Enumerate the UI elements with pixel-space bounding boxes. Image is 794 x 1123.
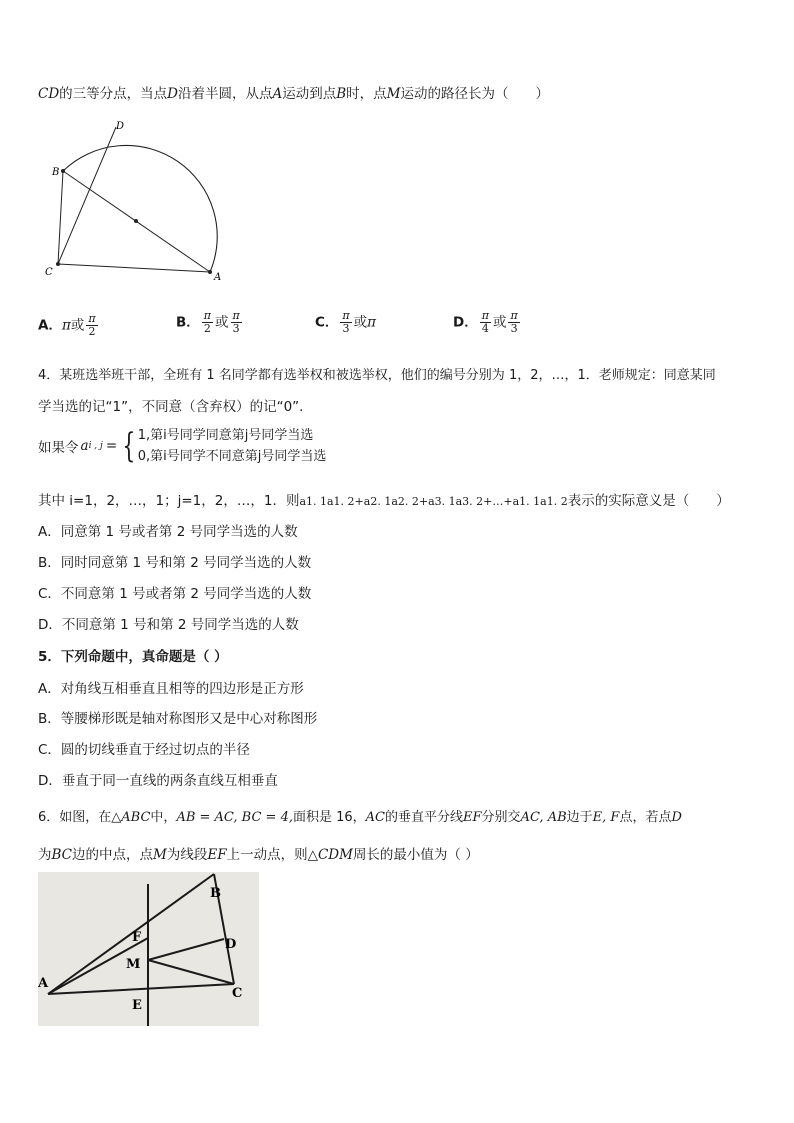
q4-option-b: B．同时同意第 1 号和第 2 号同学当选的人数 [38, 555, 312, 571]
q6-text: 分别交 [481, 810, 521, 825]
q5-option-a: A．对角线互相垂直且相等的四边形是正方形 [38, 681, 304, 697]
q6-text: 6．如图，在 [38, 810, 112, 825]
q3-option-d [453, 310, 522, 335]
fraction [480, 310, 491, 335]
q3-label-a: A [214, 272, 222, 283]
q3-option-a [38, 313, 100, 338]
q3-segment-cb [58, 171, 63, 264]
q6-point-d: D [671, 810, 682, 825]
q6-stem-line2 [38, 843, 479, 863]
fraction [231, 310, 242, 335]
q3-label-b: B [52, 167, 60, 178]
numerator: π [203, 309, 212, 322]
q3-label-c: C [45, 267, 53, 278]
or-text: 或 [492, 314, 507, 331]
q3-segment-ca [58, 264, 210, 272]
q5-stem: 5．下列命题中，真命题是（ ） [38, 649, 228, 665]
q6-label-a: A [38, 976, 49, 991]
left-brace-icon: { [122, 426, 136, 466]
q5-option-c: C．圆的切线垂直于经过切点的半径 [38, 742, 250, 758]
q6-triangle-photo [38, 872, 259, 1026]
fraction [202, 310, 213, 335]
q6-point-m: M [153, 847, 167, 863]
q4-stem-line1: 4．某班选举班干部，全班有 1 名同学都有选举权和被选举权，他们的编号分别为 1，2，…，1．老师规定：同意某同 [38, 368, 716, 383]
numerator: π [88, 312, 96, 325]
q3-semicircle-figure [40, 115, 240, 285]
q6-label-f: F [132, 930, 142, 945]
numerator: π [481, 309, 489, 322]
q6-triangle-cdm: △CDM [307, 847, 353, 863]
q4-if-label: 如果令 [38, 440, 79, 456]
q4-equals: = [105, 438, 118, 454]
q4-cases [138, 425, 327, 467]
fraction [508, 310, 519, 335]
q5-option-d: D．垂直于同一直线的两条直线互相垂直 [38, 773, 278, 789]
q3-point-a: A [272, 86, 283, 102]
q3-dot-b [61, 169, 65, 173]
q6-triangle-figure [38, 872, 259, 1026]
numerator: π [342, 309, 350, 322]
option-letter: D． [453, 314, 478, 331]
q3-point-d: D [167, 86, 178, 102]
q6-segment-ef: EF [207, 847, 227, 863]
q6-stem-line1 [38, 806, 682, 825]
numerator: π [232, 309, 240, 322]
q4-tail-text: 表示的实际意义是（ ） [567, 493, 730, 509]
q6-text: 面积是 16， [292, 810, 366, 825]
q4-question-line [38, 489, 730, 509]
q3-segment-cd [58, 127, 116, 264]
q6-label-c: C [232, 986, 243, 1001]
option-letter: C． [315, 314, 339, 331]
q6-label-d: D [225, 937, 237, 952]
q3-segment-cd: CD [38, 86, 60, 102]
q6-label-b: B [210, 886, 221, 901]
q6-text: 的垂直平分线 [385, 810, 464, 825]
q6-sides: AC, AB [520, 810, 567, 825]
denominator: 2 [88, 325, 96, 338]
or-text: 或 [70, 317, 85, 334]
q6-text: 点，若点 [619, 810, 672, 825]
numerator: π [510, 309, 518, 322]
q4-variable-subscript: i , j [88, 441, 103, 451]
q6-segment-bc: BC [51, 847, 73, 863]
q4-option-c: C．不同意第 1 号或者第 2 号同学当选的人数 [38, 586, 312, 602]
q5-option-b: B．等腰梯形既是轴对称图形又是中心对称图形 [38, 711, 318, 727]
q3-stem-text: 运动到点 [282, 86, 337, 102]
denominator: 2 [203, 322, 211, 335]
option-letter: A． [38, 317, 62, 334]
q3-arc [63, 145, 217, 272]
q6-label-e: E [132, 998, 142, 1013]
q4-option-a: A．同意第 1 号或者第 2 号同学当选的人数 [38, 524, 298, 540]
q3-stem [38, 82, 549, 102]
q6-condition: AB = AC, BC = 4, [176, 810, 293, 825]
q4-case-2: 0,第i号同学不同意第j号同学当选 [137, 449, 327, 464]
q6-text: 为 [38, 847, 52, 863]
option-letter: B． [176, 314, 200, 331]
q3-label-d: D [116, 121, 125, 132]
q6-segment-ac: AC [365, 810, 386, 825]
q3-point-m: M [386, 86, 401, 102]
q4-option-d: D．不同意第 1 号和第 2 号同学当选的人数 [38, 617, 299, 633]
or-text: 或 [215, 314, 229, 331]
q4-variable: a [80, 438, 89, 454]
q3-stem-text: 沿着半圆，从点 [177, 86, 273, 102]
q3-stem-text: 的三等分点，当点 [59, 86, 168, 102]
q4-range-text: 其中 i=1，2，…，1；j=1，2，…，1．则 [38, 493, 300, 509]
q6-line-ef: EF [463, 810, 482, 825]
q3-stem-text: 时，点 [346, 86, 387, 102]
q6-text: 为线段 [166, 847, 208, 863]
q6-side-ab [48, 874, 214, 994]
pi-symbol: π [61, 317, 71, 334]
q3-stem-text: 运动的路径长为（ ） [400, 86, 549, 102]
q4-sum-expression: a1. 1a1. 2+a2. 1a2. 2+a3. 1a3. 2+…+a1. 1a1. 2 [299, 495, 568, 508]
q3-point-b: B [336, 86, 347, 102]
q3-center-dot [134, 219, 138, 223]
q6-segment-mc [148, 960, 234, 984]
q4-piecewise [38, 425, 326, 467]
or-text: 或 [353, 314, 368, 331]
q6-segment-md [148, 939, 224, 960]
q6-text: 中， [150, 810, 177, 825]
q3-dot-a [208, 270, 212, 274]
denominator: 4 [481, 322, 489, 335]
q4-definition [38, 425, 326, 467]
q3-dot-c [56, 262, 60, 266]
q6-text: 边于 [566, 810, 593, 825]
q4-case-1: 1,第i号同学同意第j号同学当选 [137, 428, 314, 443]
q6-text: 周长的最小值为（ ） [352, 847, 479, 863]
q6-side-ac [48, 984, 234, 994]
denominator: 3 [232, 322, 240, 335]
pi-symbol: π [367, 314, 377, 331]
q6-text: 边的中点，点 [72, 847, 154, 863]
q6-triangle-abc: △ABC [111, 810, 151, 825]
q6-text: 上一动点，则 [226, 847, 308, 863]
denominator: 3 [510, 322, 518, 335]
fraction [340, 310, 351, 335]
q4-stem-line2: 学当选的记“1”，不同意（含弃权）的记“0”． [38, 399, 313, 415]
q3-option-b [176, 310, 244, 335]
q6-label-m: M [126, 957, 141, 972]
q6-points-ef: E, F [592, 810, 620, 825]
q3-option-c [315, 310, 376, 335]
denominator: 3 [342, 322, 350, 335]
fraction [86, 313, 97, 338]
